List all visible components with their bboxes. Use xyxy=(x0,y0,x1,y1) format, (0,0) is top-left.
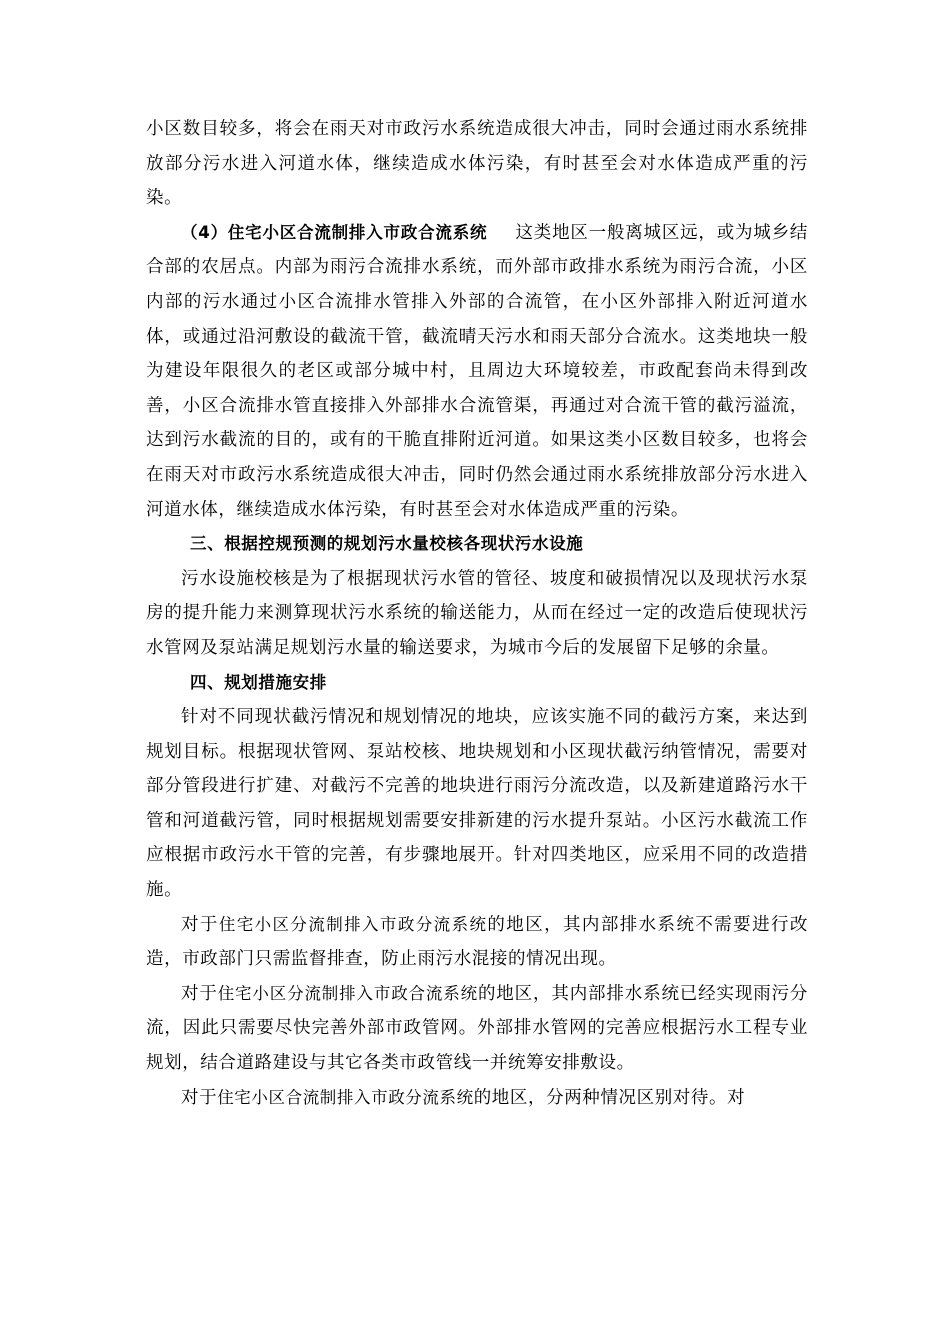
text-suffix: 的地区，其内部排水系统已经实现雨污分流，因此只需要尽快完善外部市政管网。外部排水管网的完善应根据污水工程专业规划，结合道路建设与其它各类市政管线一并统筹安排敷设。 xyxy=(146,983,808,1074)
paragraph-facility-check: 污水设施校核是为了根据现状污水管的管径、坡度和破损情况以及现状污水泵房的提升能力来测算现状污水系统的输送能力，从而在经过一定的改造后使现状污水管网及泵站满足规划污水量的输送要求，为城市今后的发展留下足够的余量。 xyxy=(146,568,808,658)
term-highlight: 住宅小区分流制排入市政合流系统 xyxy=(217,983,478,1003)
paragraph-type-4 xyxy=(146,216,808,527)
text-prefix: 对于 xyxy=(181,914,219,935)
term-highlight: 住宅小区合流制排入市政分流系统 xyxy=(217,1087,474,1107)
paragraph-case-2 xyxy=(146,977,808,1081)
section-heading-4: 四、规划措施安排 xyxy=(190,672,327,692)
text-prefix: 对于 xyxy=(181,983,218,1004)
term-highlight: 住宅小区分流制排入市政分流系统 xyxy=(218,914,488,934)
section-heading-3: 三、根据控规预测的规划污水量校核各现状污水设施 xyxy=(190,534,584,554)
paragraph-body: 这类地区一般离城区远，或为城乡结合部的农居点。内部为雨污合流排水系统，而外部市政排水系统为雨污合流，小区内部的污水通过小区合流排水管排入外部的合流管，在小区外部排入附近河道水体，或通过沿河敷设的截流干管，截流晴天污水和雨天部分合流水。这类地块一般为建设年限很久的老区或部分城中村，且周边大环境较差，市政配套尚未得到改善，小区合流排水管直接排入外部排水合流管渠，再通过对合流干管的截污溢流，达到污水截流的目的，或有的干脆直排附近河道。如果这类小区数目较多，也将会在雨天对市政污水系统造成很大冲击，同时仍然会通过雨水系统排放部分污水进入河道水体，继续造成水体污染，有时甚至会对水体造成严重的污染。 xyxy=(146,222,808,520)
paragraph-lead-heading: （4）住宅小区合流制排入市政合流系统 xyxy=(181,222,488,242)
text-suffix: 的地区，分两种情况区别对待。对 xyxy=(473,1087,746,1108)
paragraph-measures: 针对不同现状截污情况和规划情况的地块，应该实施不同的截污方案，来达到规划目标。根据现状管网、泵站校核、地块规划和小区现状截污纳管情况，需要对部分管段进行扩建、对截污不完善的地块进行雨污分流改造，以及新建道路污水干管和河道截污管，同时根据规划需要安排新建的污水提升泵站。小区污水截流工作应根据市政污水干管的完善，有步骤地展开。针对四类地区，应采用不同的改造措施。 xyxy=(146,707,808,901)
paragraph-case-1 xyxy=(146,908,808,977)
paragraph-continuation: 小区数目较多，将会在雨天对市政污水系统造成很大冲击，同时会通过雨水系统排放部分污水进入河道水体，继续造成水体污染，有时甚至会对水体造成严重的污染。 xyxy=(146,119,808,209)
text-suffix: 的地区，其内部排水系统不需要进行改造，市政部门只需监督排查，防止雨污水混接的情况出现。 xyxy=(146,914,808,970)
paragraph-case-3 xyxy=(146,1081,808,1116)
text-prefix: 对于 xyxy=(181,1087,218,1108)
